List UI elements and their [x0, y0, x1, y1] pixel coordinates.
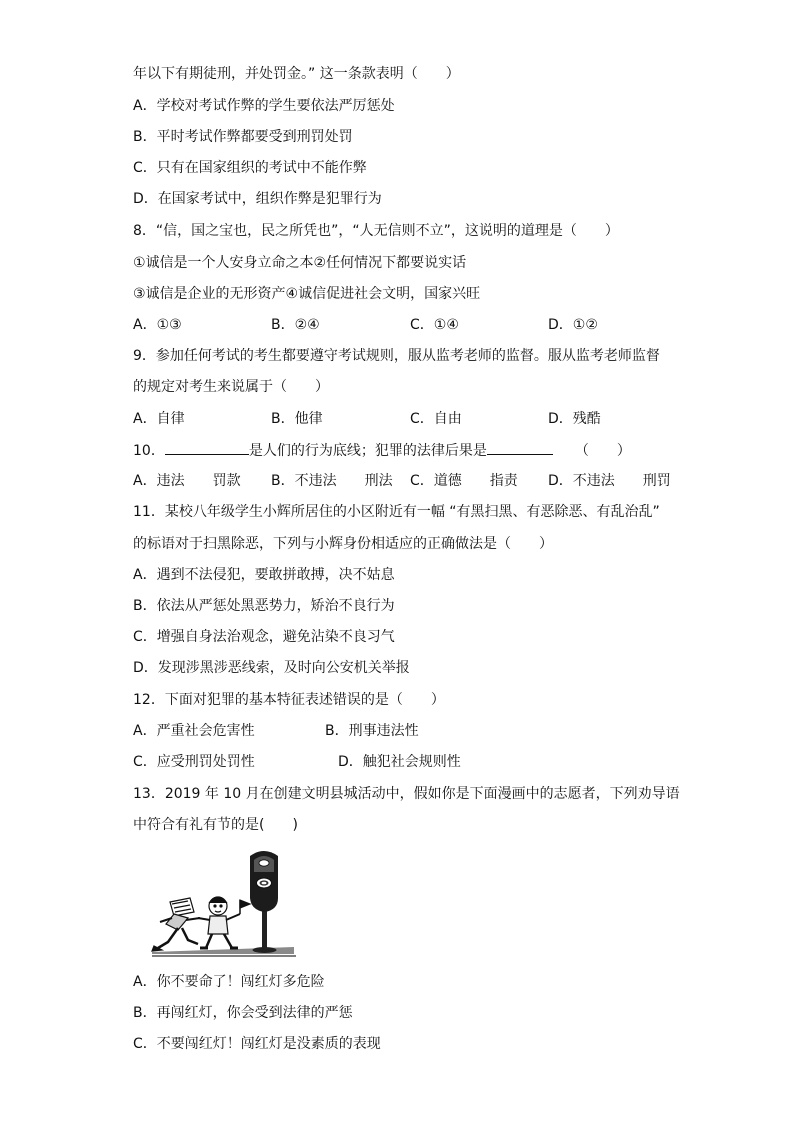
q8-statements-2: ③诚信是企业的无形资产④诚信促进社会文明，国家兴旺 [133, 286, 481, 302]
q11-option-d: D．发现涉黑涉恶线索，及时向公安机关举报 [133, 660, 410, 676]
question-12-stem: 12．下面对犯罪的基本特征表述错误的是（ ） [133, 692, 445, 708]
q13-option-a: A．你不要命了！闯红灯多危险 [133, 974, 325, 990]
pedestrian-figure [152, 898, 200, 951]
q11-option-c: C．增强自身法治观念，避免沾染不良习气 [133, 629, 395, 645]
q7-option-b: B．平时考试作弊都要受到刑罚处罚 [133, 129, 353, 145]
traffic-light-cartoon [148, 848, 298, 960]
q10-option-c: C．道德 指责 [410, 473, 518, 489]
q9-option-c: C．自由 [410, 411, 462, 427]
question-9-stem-line1: 9．参加任何考试的考生都要遵守考试规则，服从监考老师的监督。服从监考老师监督 [133, 348, 660, 364]
q13-option-c: C．不要闯红灯！闯红灯是没素质的表现 [133, 1036, 381, 1052]
q8-option-d: D．①② [548, 317, 598, 333]
q10-blank-1 [165, 440, 249, 455]
q7-option-a: A．学校对考试作弊的学生要依法严厉惩处 [133, 98, 395, 114]
q10-text: 是人们的行为底线；犯罪的法律后果是 [248, 443, 487, 459]
q12-option-a: A．严重社会危害性 [133, 723, 255, 739]
q8-statements-1: ①诚信是一个人安身立命之本②任何情况下都要说实话 [133, 255, 467, 271]
q10-number: 10． [133, 443, 165, 459]
q8-option-a: A．①③ [133, 317, 182, 333]
q8-option-b: B．②④ [271, 317, 320, 333]
volunteer-figure [198, 897, 250, 948]
traffic-light-icon [250, 851, 278, 953]
q10-answer-paren: （ ） [574, 443, 631, 459]
question-9-stem-line2: 的规定对考生来说属于（ ） [133, 379, 329, 395]
question-13-stem-line2: 中符合有礼有节的是( ) [133, 817, 298, 833]
q10-blank-2 [487, 440, 553, 455]
question-10-stem [133, 440, 631, 461]
q9-option-b: B．他律 [271, 411, 323, 427]
q7-option-d: D．在国家考试中，组织作弊是犯罪行为 [133, 191, 382, 207]
q8-option-c: C．①④ [410, 317, 459, 333]
q11-option-b: B．依法从严惩处黑恶势力，矫治不良行为 [133, 598, 395, 614]
question-11-stem-line2: 的标语对于扫黑除恶，下列与小辉身份相适应的正确做法是（ ） [133, 536, 553, 552]
q10-option-d: D．不违法 刑罚 [548, 473, 671, 489]
q13-option-b: B．再闯红灯，你会受到法律的严惩 [133, 1005, 353, 1021]
question-11-stem-line1: 11．某校八年级学生小辉所居住的小区附近有一幅 “有黑扫黑、有恶除恶、有乱治乱” [133, 504, 660, 520]
q12-option-b: B．刑事违法性 [325, 723, 419, 739]
question-13-stem-line1: 13．2019 年 10 月在创建文明县城活动中，假如你是下面漫画中的志愿者，下列劝导语 [133, 786, 680, 802]
question-8-stem: 8．“信，国之宝也，民之所凭也”，“人无信则不立”，这说明的道理是（ ） [133, 223, 619, 239]
q11-option-a: A．遇到不法侵犯，要敢拼敢搏，决不姑息 [133, 567, 395, 583]
q10-option-a: A．违法 罚款 [133, 473, 241, 489]
q9-option-d: D．残酷 [548, 411, 601, 427]
q12-option-d: D．触犯社会规则性 [338, 754, 461, 770]
q9-option-a: A．自律 [133, 411, 185, 427]
q10-option-b: B．不违法 刑法 [271, 473, 393, 489]
q12-option-c: C．应受刑罚处罚性 [133, 754, 255, 770]
question-7-continuation: 年以下有期徒刑，并处罚金。” 这一条款表明（ ） [133, 66, 460, 82]
q7-option-c: C．只有在国家组织的考试中不能作弊 [133, 160, 367, 176]
